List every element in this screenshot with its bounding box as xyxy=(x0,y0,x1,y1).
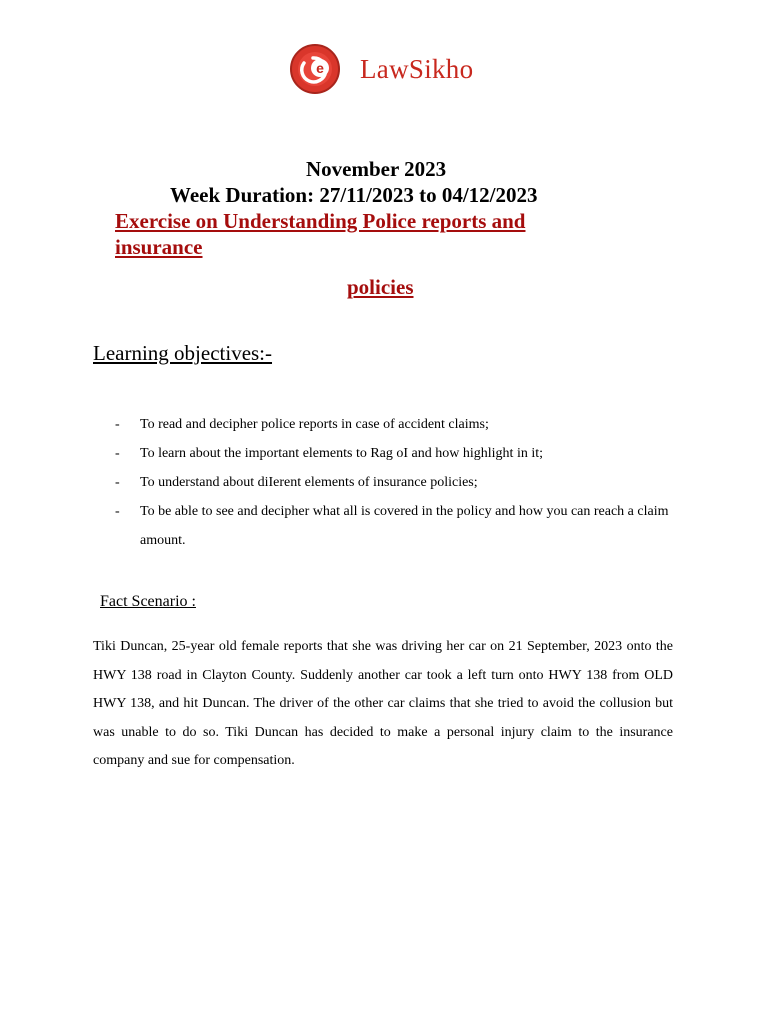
month-title: November 2023 xyxy=(306,157,447,181)
brand-name: LawSikho xyxy=(360,53,474,84)
objective-text: To read and decipher police reports in case of accident claims; xyxy=(140,417,489,432)
bullet-dash: - xyxy=(115,504,120,519)
learning-objectives-list xyxy=(115,410,675,555)
exercise-title-line1: Exercise on Understanding Police reports and xyxy=(115,209,526,233)
list-item xyxy=(115,410,675,439)
objective-text: To be able to see and decipher what all is covered in the policy and how you can reach a claim amount. xyxy=(140,504,669,548)
fact-scenario-body: Tiki Duncan, 25-year old female reports that she was driving her car on 21 September, 2023 onto the HWY 138 road in Clayton County. Suddenly another car took a left turn onto HWY 138 from OLD HWY 138, and hit Duncan. The driver of the other car claims that she tried to avoid the collusion but was unable to do so. Tiki Duncan has decided to make a personal injury claim to the insurance company and sue for compensation. xyxy=(93,639,673,769)
learning-objectives-heading: Learning objectives:- xyxy=(93,341,273,365)
objective-text: To learn about the important elements to Rag oI and how highlight in it; xyxy=(140,446,543,461)
list-item xyxy=(115,497,675,555)
week-duration: Week Duration: 27/11/2023 to 04/12/2023 xyxy=(170,183,538,207)
bullet-dash: - xyxy=(115,475,120,490)
lawsikho-logo xyxy=(290,43,510,95)
lawsikho-logo-icon xyxy=(290,44,340,94)
logo-letter: e xyxy=(316,60,324,76)
bullet-dash: - xyxy=(115,417,120,432)
fact-scenario-heading: Fact Scenario : xyxy=(100,593,196,610)
exercise-title-line3: policies xyxy=(347,275,414,299)
exercise-title xyxy=(115,208,615,260)
exercise-title-line2: insurance xyxy=(115,235,203,259)
bullet-dash: - xyxy=(115,446,120,461)
objective-text: To understand about diIerent elements of insurance policies; xyxy=(140,475,478,490)
list-item xyxy=(115,439,675,468)
list-item xyxy=(115,468,675,497)
